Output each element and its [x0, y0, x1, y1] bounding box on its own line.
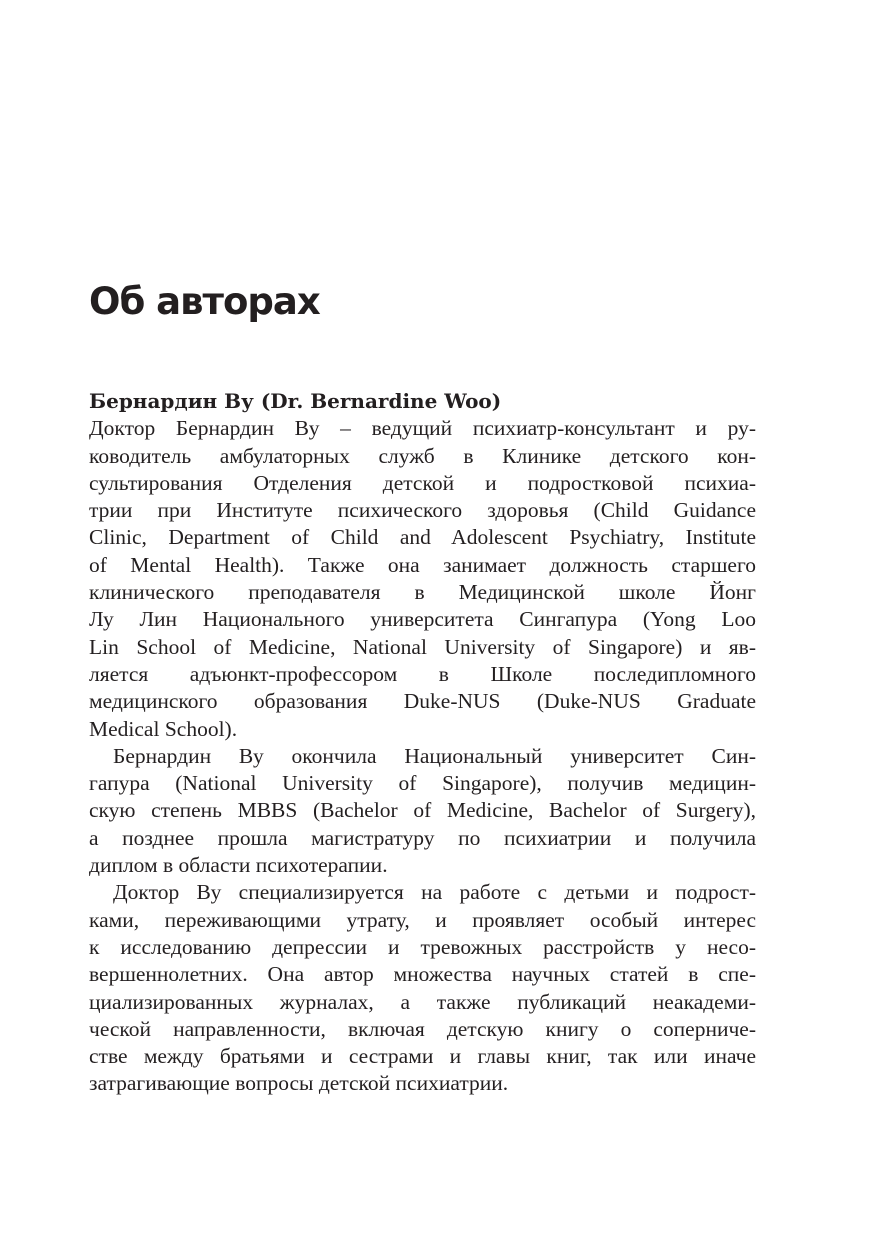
text-line: клинического преподавателя в Медицинской школе Йонг — [89, 580, 756, 605]
text-line: скую степень MBBS (Bachelor of Medicine, Bachelor of Surgery), — [89, 798, 756, 823]
text-line: сультирования Отделения детской и подростковой психиа- — [89, 470, 756, 495]
text-line: стве между братьями и сестрами и главы книг, так или иначе — [89, 1044, 756, 1069]
text-line: к исследованию депрессии и тревожных расстройств у несо- — [89, 934, 756, 959]
author-name: Бернардин Ву (Dr. Bernardine Woo) — [89, 389, 502, 413]
bio-paragraph-3 — [89, 879, 756, 1097]
text-line: гапура (National University of Singapore), получив медицин- — [89, 771, 756, 796]
text-line: а позднее прошла магистратуру по психиатрии и получила — [89, 825, 756, 850]
text-line: вершеннолетних. Она автор множества научных статей в спе- — [89, 962, 756, 987]
text-line: Доктор Бернардин Ву – ведущий психиатр-консультант и ру- — [89, 416, 756, 441]
text-line: трии при Институте психического здоровья (Child Guidance — [89, 498, 756, 523]
text-line: of Mental Health). Также она занимает должность старшего — [89, 552, 756, 577]
text-line: ководитель амбулаторных служб в Клинике детского кон- — [89, 443, 756, 468]
text-line: Лу Лин Национального университета Сингапура (Yong Loo — [89, 607, 756, 632]
text-line: медицинского образования Duke-NUS (Duke-NUS Graduate — [89, 689, 756, 714]
text-line: Lin School of Medicine, National University of Singapore) и яв- — [89, 634, 756, 659]
text-line: ками, переживающими утрату, и проявляет особый интерес — [89, 907, 756, 932]
text-line: ческой направленности, включая детскую книгу о соперниче- — [89, 1016, 756, 1041]
bio-paragraph-2 — [89, 743, 756, 879]
text-line: Бернардин Ву окончила Национальный университет Син- — [113, 743, 756, 768]
text-line: ляется адъюнкт-профессором в Школе последипломного — [89, 661, 756, 686]
text-line: циализированных журналах, а также публикаций неакадеми- — [89, 989, 756, 1014]
author-bio — [89, 388, 756, 1098]
text-line: Доктор Ву специализируется на работе с детьми и подрост- — [113, 880, 756, 905]
text-line: диплом в области психотерапии. — [89, 853, 388, 878]
text-line: затрагивающие вопросы детской психиатрии. — [89, 1071, 509, 1096]
bio-paragraph-1 — [89, 415, 756, 743]
text-line: Medical School). — [89, 716, 238, 741]
text-line: Clinic, Department of Child and Adolescent Psychiatry, Institute — [89, 525, 756, 550]
page-title: Об авторах — [89, 280, 320, 323]
